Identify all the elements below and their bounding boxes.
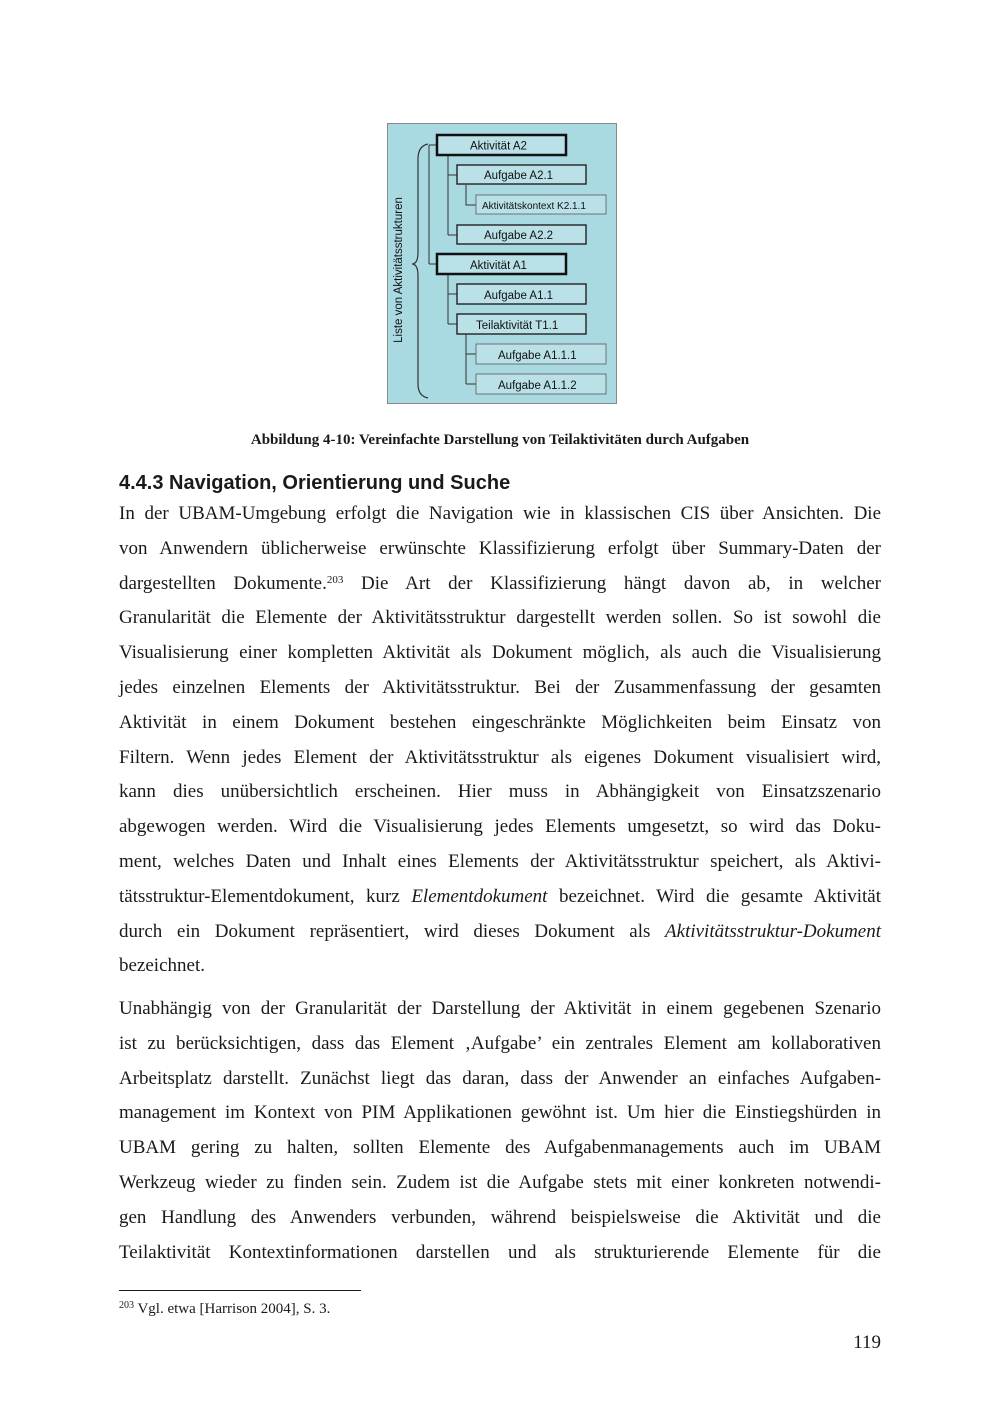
activity-tree-diagram [388, 124, 618, 405]
node-label: Aufgabe A2.2 [484, 230, 554, 242]
tree-node-aktivitaet-a2 [437, 135, 566, 155]
tree-node-aufgabe-a1-1-1 [476, 344, 606, 364]
node-label: Aktivität A2 [470, 140, 527, 153]
section-heading [119, 470, 881, 496]
footnote-separator [119, 1290, 361, 1291]
text-segment: dargestellten Dokumente. [119, 572, 327, 594]
text-line: Arbeitsplatz darstellt. Zunächst liegt das daran, dass der Anwender an einfaches Aufgaben- [119, 1067, 881, 1089]
text-line: management im Kontext von PIM Applikationen gewöhnt ist. Um hier die Einstiegshürden in [119, 1102, 881, 1124]
activity-structure-figure [387, 123, 617, 404]
text-line: Teilaktivität Kontextinformationen darstellen und als strukturierende Elemente für die [119, 1241, 881, 1263]
section-title: Navigation, Orientierung und Suche [169, 472, 511, 494]
tree-node-aufgabe-a2-1 [457, 165, 586, 184]
side-label: Liste von Aktivitätsstrukturen [393, 197, 405, 343]
tree-node-aufgabe-a2-2 [457, 225, 586, 244]
node-label: Aufgabe A1.1 [484, 290, 554, 302]
text-segment: durch ein Dokument repräsentiert, wird dieses Dokument als [119, 920, 666, 942]
text-segment: tätsstruktur-Elementdokument, kurz [119, 885, 412, 907]
section-number: 4.4.3 [119, 472, 164, 494]
tree-node-aufgabe-a1-1-2 [476, 374, 606, 394]
text-line: Aktivität in einem Dokument bestehen eingeschränkte Möglichkeiten beim Einsatz von [119, 711, 881, 733]
text-segment: Die Art der Klassifizierung hängt davon ab, in welcher [343, 572, 881, 594]
tree-node-aktivitaetskontext-k2-1-1 [476, 195, 606, 214]
text-line [119, 915, 881, 950]
text-line: abgewogen werden. Wird die Visualisierung jedes Elements umgesetzt, so wird das Doku- [119, 816, 881, 838]
text-line: jedes einzelnen Elements der Aktivitätsstruktur. Bei der Zusammenfassung der gesamten [119, 676, 881, 698]
text-line: Filtern. Wenn jedes Element der Aktivitätsstruktur als eigenes Dokument visualisiert wird, [119, 746, 881, 768]
text-line: Visualisierung einer kompletten Aktivität als Dokument möglich, als auch die Visualisierung [119, 642, 881, 664]
node-label: Aufgabe A1.1.2 [498, 380, 577, 392]
text-line: ment, welches Daten und Inhalt eines Elements der Aktivitätsstruktur speichert, als Aktivi- [119, 850, 881, 872]
paragraph-2 [119, 992, 881, 1270]
text-line: Granularität die Elemente der Aktivitätsstruktur dargestellt werden sollen. So ist sowohl die [119, 607, 881, 629]
text-line: UBAM gering zu halten, sollten Elemente des Aufgabenmanagements auch im UBAM [119, 1137, 881, 1159]
footnote-number: 203 [119, 1300, 134, 1311]
text-line: In der UBAM-Umgebung erfolgt die Navigation wie in klassischen CIS über Ansichten. Die [119, 503, 881, 524]
node-label: Aufgabe A2.1 [484, 170, 554, 182]
text-line: gen Handlung des Anwenders verbunden, während beispielsweise die Aktivität und die [119, 1206, 881, 1228]
text-line [119, 567, 881, 602]
page-number: 119 [853, 1332, 881, 1353]
text-line: bezeichnet. [119, 955, 205, 977]
emphasis-term: Aktivitätsstruktur-Dokument [665, 920, 881, 942]
text-line: kann dies unübersichtlich erscheinen. Hier muss in Abhängigkeit von Einsatzszenario [119, 781, 881, 803]
emphasis-term: Elementdokument [411, 885, 548, 907]
tree-node-aufgabe-a1-1 [457, 284, 586, 304]
text-line [119, 880, 881, 915]
paragraph-1 [119, 497, 881, 984]
text-line: ist zu berücksichtigen, dass das Element ‚Aufgabe’ ein zentrales Element am kollaborativen [119, 1032, 881, 1054]
text-segment: bezeichnet. Wird die gesamte Aktivität [547, 885, 882, 907]
footnote-text: Vgl. etwa [Harrison 2004], S. 3. [134, 1301, 331, 1317]
tree-node-aktivitaet-a1 [437, 254, 566, 274]
text-line: Unabhängig von der Granularität der Darstellung der Aktivität in einem gegebenen Szenario [119, 998, 881, 1019]
node-label: Aktivitätskontext K2.1.1 [482, 201, 586, 212]
footnote [119, 1298, 619, 1320]
node-label: Teilaktivität T1.1 [476, 320, 559, 332]
brace-shape [412, 144, 428, 398]
text-line: Werkzeug wieder zu finden sein. Zudem ist die Aufgabe stets mit einer konkreten notwendi- [119, 1171, 881, 1193]
node-label: Aufgabe A1.1.1 [498, 350, 577, 362]
figure-caption: Abbildung 4-10: Vereinfachte Darstellung von Teilaktivitäten durch Aufgaben [250, 432, 750, 448]
tree-node-teilaktivitaet-t1-1 [457, 314, 586, 334]
text-line: von Anwendern üblicherweise erwünschte Klassifizierung erfolgt über Summary-Daten der [119, 537, 881, 559]
node-label: Aktivität A1 [470, 260, 527, 272]
footnote-reference: 203 [326, 573, 344, 586]
